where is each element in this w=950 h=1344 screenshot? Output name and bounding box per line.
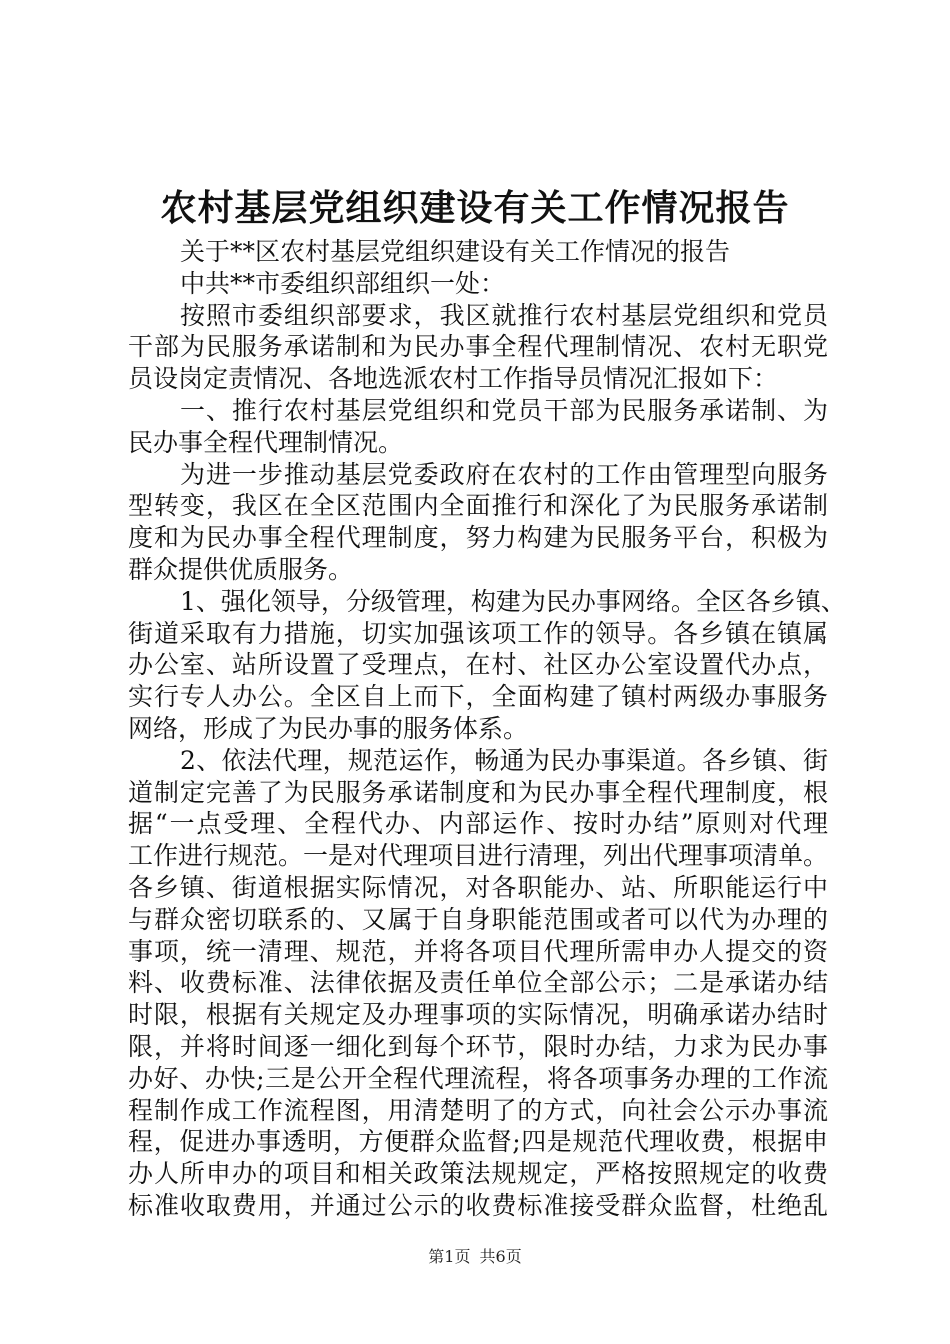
text-line: 型转变，我区在全区范围内全面推行和深化了为民服务承诺制 [128,491,828,521]
text-line: 标准收取费用，并通过公示的收费标准接受群众监督，杜绝乱 [128,1190,828,1220]
text-line: 与群众密切联系的、又属于自身职能范围或者可以代为办理的 [128,904,828,934]
text-line: 各乡镇、街道根据实际情况，对各职能办、站、所职能运行中 [128,872,828,902]
page-number-current: 第1页 [428,1247,471,1266]
text-line: 为进一步推动基层党委政府在农村的工作由管理型向服务 [180,459,828,489]
text-line: 办公室、站所设置了受理点，在村、社区办公室设置代办点， [128,650,828,680]
text-line: 按照市委组织部要求，我区就推行农村基层党组织和党员 [180,300,828,330]
text-line: 街道采取有力措施，切实加强该项工作的领导。各乡镇在镇属 [128,618,828,648]
text-line: 实行专人办公。全区自上而下，全面构建了镇村两级办事服务 [128,682,828,712]
text-line: 关于**区农村基层党组织建设有关工作情况的报告 [180,237,731,266]
page-footer [0,1246,950,1268]
text-line: 民办事全程代理制情况。 [128,427,404,457]
text-line: 道制定完善了为民服务承诺制度和为民办事全程代理制度，根 [128,777,828,807]
text-line: 1、强化领导，分级管理，构建为民办事网络。全区各乡镇、 [180,586,846,616]
text-line: 度和为民办事全程代理制度，努力构建为民服务平台，积极为 [128,523,828,553]
page-number-total: 共6页 [479,1247,522,1266]
text-line: 程制作成工作流程图，用清楚明了的方式，向社会公示办事流 [128,1095,828,1125]
text-line: 群众提供优质服务。 [128,554,354,584]
text-line: 网络，形成了为民办事的服务体系。 [128,713,529,743]
text-line: 办人所申办的项目和相关政策法规规定，严格按照规定的收费 [128,1159,828,1189]
text-line: 事项，统一清理、规范，并将各项目代理所需申办人提交的资 [128,936,828,966]
document-title: 农村基层党组织建设有关工作情况报告 [160,187,790,229]
text-line: 程，促进办事透明，方便群众监督;四是规范代理收费，根据申 [128,1127,828,1157]
document-body [128,236,846,1222]
text-line: 中共**市委组织部组织一处： [180,268,506,298]
text-line: 2、依法代理，规范运作，畅通为民办事渠道。各乡镇、街 [180,745,828,775]
text-line: 料、收费标准、法律依据及责任单位全部公示；二是承诺办结 [128,968,828,998]
text-line: 工作进行规范。一是对代理项目进行清理，列出代理事项清单。 [128,841,829,871]
text-line: 干部为民服务承诺制和为民办事全程代理制情况、农村无职党 [128,332,828,362]
text-line: 限，并将时间逐一细化到每个环节，限时办结，力求为民办事 [128,1031,828,1061]
text-line: 办好、办快;三是公开全程代理流程，将各项事务办理的工作流 [128,1063,828,1093]
text-line: 据“一点受理、全程代办、内部运作、按时办结”原则对代理 [128,809,828,839]
text-line: 一、推行农村基层党组织和党员干部为民服务承诺制、为 [180,395,828,425]
text-line: 员设岗定责情况、各地选派农村工作指导员情况汇报如下： [128,364,779,394]
text-line: 时限，根据有关规定及办理事项的实际情况，明确承诺办结时 [128,1000,828,1030]
